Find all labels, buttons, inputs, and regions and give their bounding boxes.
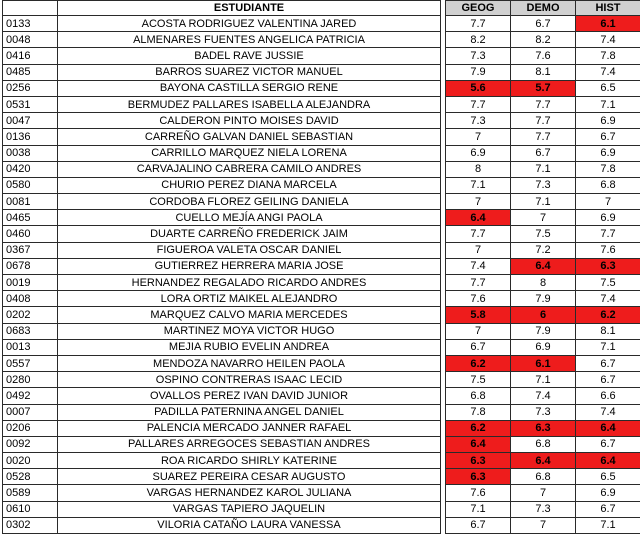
- student-name-cell: DUARTE CARREÑO FREDERICK JAIM: [58, 226, 441, 242]
- demo-grade-cell: 7.1: [511, 372, 576, 388]
- table-row: [3, 517, 640, 533]
- student-name-cell: LORA ORTIZ MAIKEL ALEJANDRO: [58, 291, 441, 307]
- demo-grade-cell: 6.7: [511, 16, 576, 32]
- student-id-cell: 0485: [3, 64, 58, 80]
- geog-grade-cell: 6.2: [446, 355, 511, 371]
- geog-grade-cell: 7.4: [446, 258, 511, 274]
- grades-table: [2, 0, 640, 534]
- hist-grade-cell: 7.8: [576, 48, 640, 64]
- table-row: [3, 113, 640, 129]
- student-name-cell: VILORIA CATAÑO LAURA VANESSA: [58, 517, 441, 533]
- student-column-header: ESTUDIANTE: [58, 1, 441, 16]
- student-name-cell: ACOSTA RODRIGUEZ VALENTINA JARED: [58, 16, 441, 32]
- table-row: [3, 242, 640, 258]
- student-name-cell: MENDOZA NAVARRO HEILEN PAOLA: [58, 355, 441, 371]
- student-name-cell: MARQUEZ CALVO MARIA MERCEDES: [58, 307, 441, 323]
- student-id-cell: 0610: [3, 501, 58, 517]
- table-row: [3, 485, 640, 501]
- demo-grade-cell: 6.9: [511, 339, 576, 355]
- hist-column-header: HIST: [576, 1, 640, 16]
- student-id-cell: 0133: [3, 16, 58, 32]
- hist-grade-cell: 6.7: [576, 372, 640, 388]
- student-id-cell: 0492: [3, 388, 58, 404]
- student-id-cell: 0280: [3, 372, 58, 388]
- demo-grade-cell: 7.3: [511, 177, 576, 193]
- student-name-cell: CALDERON PINTO MOISES DAVID: [58, 113, 441, 129]
- table-row: [3, 404, 640, 420]
- hist-grade-cell: 6.9: [576, 113, 640, 129]
- hist-grade-cell: 7.4: [576, 32, 640, 48]
- demo-grade-cell: 7: [511, 485, 576, 501]
- geog-grade-cell: 7.6: [446, 291, 511, 307]
- demo-grade-cell: 5.7: [511, 80, 576, 96]
- student-name-cell: BAYONA CASTILLA SERGIO RENE: [58, 80, 441, 96]
- geog-grade-cell: 6.3: [446, 453, 511, 469]
- hist-grade-cell: 6.1: [576, 16, 640, 32]
- hist-grade-cell: 6.7: [576, 129, 640, 145]
- demo-grade-cell: 7.9: [511, 323, 576, 339]
- student-id-cell: 0683: [3, 323, 58, 339]
- student-id-cell: 0367: [3, 242, 58, 258]
- student-id-cell: 0038: [3, 145, 58, 161]
- demo-grade-cell: 7: [511, 210, 576, 226]
- geog-grade-cell: 7.1: [446, 501, 511, 517]
- demo-grade-cell: 7.3: [511, 501, 576, 517]
- demo-grade-cell: 8: [511, 275, 576, 291]
- demo-grade-cell: 7.6: [511, 48, 576, 64]
- table-row: [3, 210, 640, 226]
- geog-grade-cell: 7.3: [446, 113, 511, 129]
- table-row: [3, 275, 640, 291]
- student-name-cell: CUELLO MEJÍA ANGI PAOLA: [58, 210, 441, 226]
- student-name-cell: ALMENARES FUENTES ANGELICA PATRICIA: [58, 32, 441, 48]
- student-id-cell: 0465: [3, 210, 58, 226]
- student-id-cell: 0202: [3, 307, 58, 323]
- hist-grade-cell: 6.7: [576, 436, 640, 452]
- student-id-cell: 0528: [3, 469, 58, 485]
- student-id-cell: 0013: [3, 339, 58, 355]
- student-id-cell: 0589: [3, 485, 58, 501]
- table-row: [3, 372, 640, 388]
- student-id-cell: 0136: [3, 129, 58, 145]
- geog-grade-cell: 6.7: [446, 517, 511, 533]
- student-name-cell: MARTINEZ MOYA VICTOR HUGO: [58, 323, 441, 339]
- hist-grade-cell: 7.8: [576, 161, 640, 177]
- hist-grade-cell: 7.4: [576, 404, 640, 420]
- hist-grade-cell: 7.4: [576, 64, 640, 80]
- demo-grade-cell: 7.1: [511, 194, 576, 210]
- student-name-cell: SUAREZ PEREIRA CESAR AUGUSTO: [58, 469, 441, 485]
- table-row: [3, 194, 640, 210]
- student-name-cell: CHURIO PEREZ DIANA MARCELA: [58, 177, 441, 193]
- hist-grade-cell: 6.6: [576, 388, 640, 404]
- demo-grade-cell: 6.4: [511, 258, 576, 274]
- student-id-cell: 0580: [3, 177, 58, 193]
- student-name-cell: CORDOBA FLOREZ GEILING DANIELA: [58, 194, 441, 210]
- demo-grade-cell: 8.1: [511, 64, 576, 80]
- student-id-cell: 0020: [3, 453, 58, 469]
- student-name-cell: MEJIA RUBIO EVELIN ANDREA: [58, 339, 441, 355]
- demo-grade-cell: 7.9: [511, 291, 576, 307]
- table-row: [3, 96, 640, 112]
- grades-body: [3, 16, 640, 534]
- hist-grade-cell: 8.1: [576, 323, 640, 339]
- geog-grade-cell: 8.2: [446, 32, 511, 48]
- student-name-cell: VARGAS HERNANDEZ KAROL JULIANA: [58, 485, 441, 501]
- student-id-cell: 0007: [3, 404, 58, 420]
- demo-grade-cell: 8.2: [511, 32, 576, 48]
- hist-grade-cell: 6.7: [576, 355, 640, 371]
- student-id-cell: 0019: [3, 275, 58, 291]
- geog-grade-cell: 6.4: [446, 436, 511, 452]
- hist-grade-cell: 7.1: [576, 339, 640, 355]
- geog-grade-cell: 7.8: [446, 404, 511, 420]
- student-id-cell: 0048: [3, 32, 58, 48]
- hist-grade-cell: 7.5: [576, 275, 640, 291]
- student-id-cell: 0416: [3, 48, 58, 64]
- demo-grade-cell: 7.7: [511, 129, 576, 145]
- student-name-cell: CARVAJALINO CABRERA CAMILO ANDRES: [58, 161, 441, 177]
- table-row: [3, 129, 640, 145]
- geog-grade-cell: 5.8: [446, 307, 511, 323]
- hist-grade-cell: 6.9: [576, 210, 640, 226]
- student-id-cell: 0302: [3, 517, 58, 533]
- demo-column-header: DEMO: [511, 1, 576, 16]
- student-id-cell: 0092: [3, 436, 58, 452]
- table-row: [3, 420, 640, 436]
- table-row: [3, 388, 640, 404]
- hist-grade-cell: 6.4: [576, 420, 640, 436]
- geog-grade-cell: 7.7: [446, 96, 511, 112]
- student-name-cell: OVALLOS PEREZ IVAN DAVID JUNIOR: [58, 388, 441, 404]
- geog-grade-cell: 7.1: [446, 177, 511, 193]
- student-id-cell: 0047: [3, 113, 58, 129]
- hist-grade-cell: 6.5: [576, 80, 640, 96]
- table-row: [3, 307, 640, 323]
- student-name-cell: OSPINO CONTRERAS ISAAC LECID: [58, 372, 441, 388]
- demo-grade-cell: 6.3: [511, 420, 576, 436]
- hist-grade-cell: 7.7: [576, 226, 640, 242]
- student-id-cell: 0460: [3, 226, 58, 242]
- student-id-cell: 0531: [3, 96, 58, 112]
- geog-grade-cell: 7: [446, 194, 511, 210]
- table-row: [3, 145, 640, 161]
- student-name-cell: CARREÑO GALVAN DANIEL SEBASTIAN: [58, 129, 441, 145]
- student-name-cell: BERMUDEZ PALLARES ISABELLA ALEJANDRA: [58, 96, 441, 112]
- student-name-cell: ROA RICARDO SHIRLY KATERINE: [58, 453, 441, 469]
- hist-grade-cell: 6.8: [576, 177, 640, 193]
- geog-grade-cell: 6.2: [446, 420, 511, 436]
- table-row: [3, 501, 640, 517]
- geog-grade-cell: 7.7: [446, 275, 511, 291]
- geog-grade-cell: 7.7: [446, 16, 511, 32]
- table-row: [3, 16, 640, 32]
- student-id-cell: 0256: [3, 80, 58, 96]
- geog-grade-cell: 6.8: [446, 388, 511, 404]
- table-row: [3, 339, 640, 355]
- geog-grade-cell: 7.7: [446, 226, 511, 242]
- id-column-header: [3, 1, 58, 16]
- demo-grade-cell: 6.7: [511, 145, 576, 161]
- demo-grade-cell: 7.5: [511, 226, 576, 242]
- geog-grade-cell: 7.6: [446, 485, 511, 501]
- geog-grade-cell: 6.3: [446, 469, 511, 485]
- demo-grade-cell: 7.4: [511, 388, 576, 404]
- demo-grade-cell: 7.7: [511, 113, 576, 129]
- student-name-cell: PALENCIA MERCADO JANNER RAFAEL: [58, 420, 441, 436]
- student-id-cell: 0408: [3, 291, 58, 307]
- table-row: [3, 436, 640, 452]
- table-row: [3, 64, 640, 80]
- demo-grade-cell: 7.1: [511, 161, 576, 177]
- student-name-cell: BADEL RAVE JUSSIE: [58, 48, 441, 64]
- student-name-cell: FIGUEROA VALETA OSCAR DANIEL: [58, 242, 441, 258]
- geog-grade-cell: 7: [446, 323, 511, 339]
- hist-grade-cell: 6.9: [576, 145, 640, 161]
- table-row: [3, 177, 640, 193]
- demo-grade-cell: 7.7: [511, 96, 576, 112]
- demo-grade-cell: 6: [511, 307, 576, 323]
- geog-grade-cell: 7.5: [446, 372, 511, 388]
- geog-grade-cell: 7.3: [446, 48, 511, 64]
- student-name-cell: VARGAS TAPIERO JAQUELIN: [58, 501, 441, 517]
- demo-grade-cell: 6.8: [511, 436, 576, 452]
- table-row: [3, 469, 640, 485]
- student-name-cell: BARROS SUAREZ VICTOR MANUEL: [58, 64, 441, 80]
- demo-grade-cell: 6.1: [511, 355, 576, 371]
- student-id-cell: 0678: [3, 258, 58, 274]
- geog-grade-cell: 6.4: [446, 210, 511, 226]
- demo-grade-cell: 7: [511, 517, 576, 533]
- table-row: [3, 226, 640, 242]
- table-row: [3, 161, 640, 177]
- hist-grade-cell: 6.3: [576, 258, 640, 274]
- hist-grade-cell: 6.5: [576, 469, 640, 485]
- demo-grade-cell: 6.4: [511, 453, 576, 469]
- geog-grade-cell: 6.7: [446, 339, 511, 355]
- table-row: [3, 258, 640, 274]
- student-name-cell: GUTIERREZ HERRERA MARIA JOSE: [58, 258, 441, 274]
- student-id-cell: 0206: [3, 420, 58, 436]
- student-id-cell: 0557: [3, 355, 58, 371]
- table-row: [3, 323, 640, 339]
- table-row: [3, 453, 640, 469]
- hist-grade-cell: 7.1: [576, 96, 640, 112]
- student-name-cell: CARRILLO MARQUEZ NIELA LORENA: [58, 145, 441, 161]
- geog-grade-cell: 7: [446, 242, 511, 258]
- table-row: [3, 80, 640, 96]
- student-id-cell: 0081: [3, 194, 58, 210]
- student-name-cell: PALLARES ARREGOCES SEBASTIAN ANDRES: [58, 436, 441, 452]
- geog-grade-cell: 8: [446, 161, 511, 177]
- hist-grade-cell: 6.2: [576, 307, 640, 323]
- header-row: [3, 1, 640, 16]
- student-name-cell: HERNANDEZ REGALADO RICARDO ANDRES: [58, 275, 441, 291]
- table-row: [3, 291, 640, 307]
- student-id-cell: 0420: [3, 161, 58, 177]
- geog-grade-cell: 6.9: [446, 145, 511, 161]
- hist-grade-cell: 6.7: [576, 501, 640, 517]
- hist-grade-cell: 7.1: [576, 517, 640, 533]
- hist-grade-cell: 6.4: [576, 453, 640, 469]
- hist-grade-cell: 7.4: [576, 291, 640, 307]
- table-row: [3, 48, 640, 64]
- demo-grade-cell: 7.3: [511, 404, 576, 420]
- hist-grade-cell: 7.6: [576, 242, 640, 258]
- geog-column-header: GEOG: [446, 1, 511, 16]
- demo-grade-cell: 7.2: [511, 242, 576, 258]
- hist-grade-cell: 6.9: [576, 485, 640, 501]
- geog-grade-cell: 7: [446, 129, 511, 145]
- table-row: [3, 355, 640, 371]
- geog-grade-cell: 5.6: [446, 80, 511, 96]
- hist-grade-cell: 7: [576, 194, 640, 210]
- demo-grade-cell: 6.8: [511, 469, 576, 485]
- table-row: [3, 32, 640, 48]
- student-name-cell: PADILLA PATERNINA ANGEL DANIEL: [58, 404, 441, 420]
- geog-grade-cell: 7.9: [446, 64, 511, 80]
